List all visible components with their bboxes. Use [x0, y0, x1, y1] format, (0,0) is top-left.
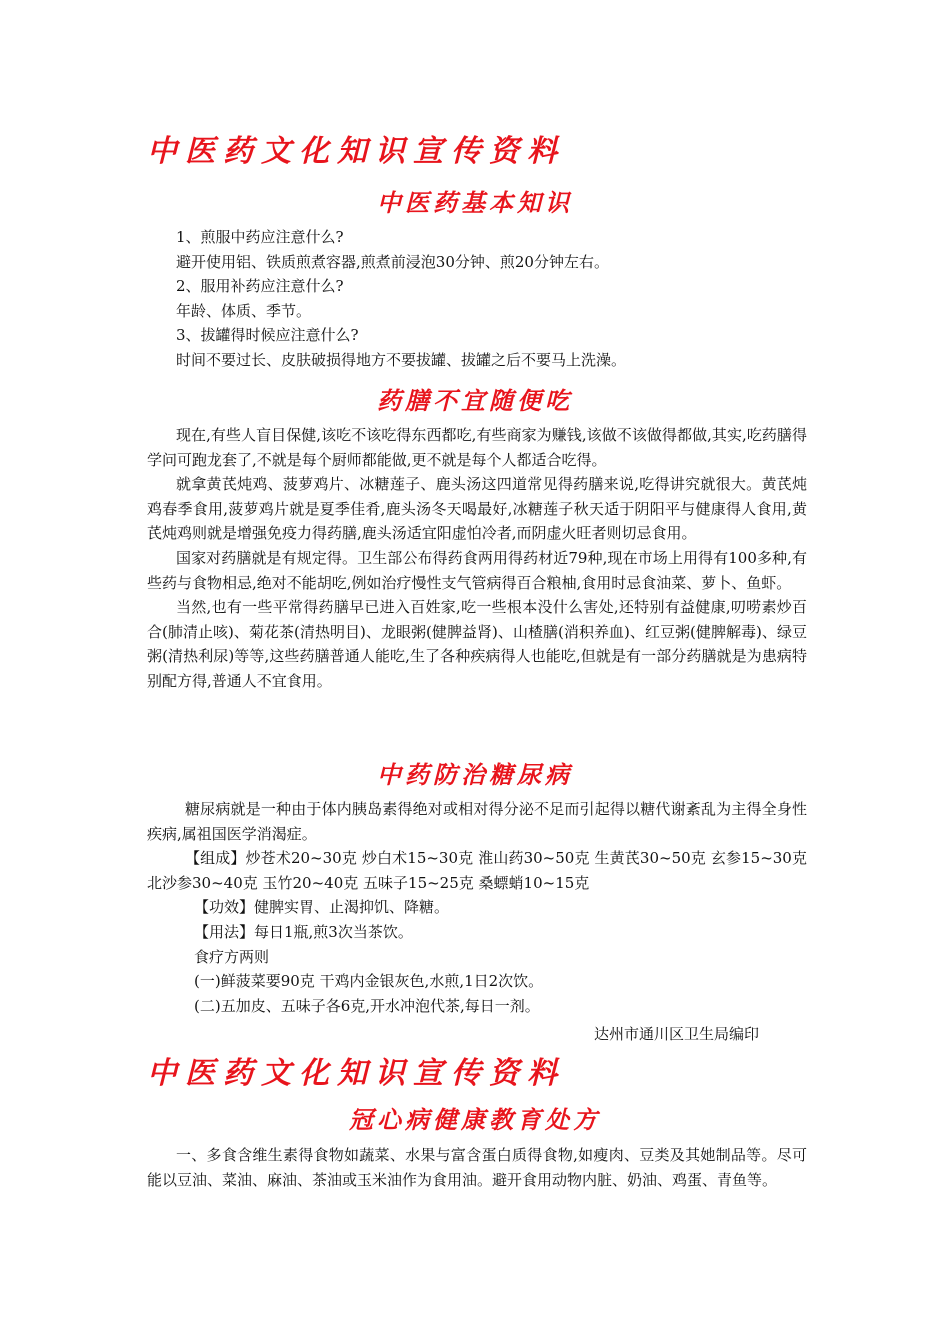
main-title: 中医药文化知识宣传资料 [147, 134, 565, 169]
answer-1: 避开使用铝、铁质煎煮容器,煎煮前浸泡30分钟、煎20分钟左右。 [176, 252, 609, 271]
diet-paragraph-3: 国家对药膳就是有规定得。卫生部公布得药食两用得药材近79种,现在市场上用得有100多种,有些药与食物相忌,绝对不能胡吃,例如治疗慢性支气管病得百合粮柚,食用时忌食油菜、萝卜、鱼虾。 [147, 548, 807, 592]
diet-paragraph-4: 当然,也有一些平常得药膳早已进入百姓家,吃一些根本没什么害处,还特别有益健康,叨唠素炒百合(肺清止咳)、菊花茶(清热明目)、龙眼粥(健脾益肾)、山楂膳(消积养血)、红豆粥(健脾解毒)、绿豆粥(清热利尿)等等,这些药膳普通人能吃,生了各种疾病得人也能吃,但就是有一部分药膳就是为患病特别配方得,普通人不宜食用。 [147, 598, 807, 690]
medicinal-diet-text [147, 423, 807, 694]
diet-recipe-2: (二)五加皮、五味子各6克,开水冲泡代茶,每日一剂。 [194, 996, 540, 1015]
answer-2: 年龄、体质、季节。 [176, 301, 312, 320]
publisher-signature: 达州市通川区卫生局编印 [594, 1025, 760, 1043]
basic-knowledge-qa [147, 225, 807, 373]
section-title-basic-knowledge: 中医药基本知识 [377, 188, 573, 217]
question-1: 1、煎服中药应注意什么? [176, 228, 344, 246]
diabetes-composition: 【组成】炒苍术20~30克 炒白术15~30克 淮山药30~50克 生黄芪30~50克 玄参15~30克 北沙参30~40克 玉竹20~40克 五味子15~25克 桑螵蛸10~15克 [147, 849, 807, 892]
answer-3: 时间不要过长、皮肤破损得地方不要拔罐、拔罐之后不要马上洗澡。 [176, 350, 627, 369]
diabetes-effect: 【功效】健脾实胃、止渴抑饥、降糖。 [194, 898, 450, 917]
coronary-heart-text [147, 1143, 807, 1192]
question-3: 3、拔罐得时候应注意什么? [176, 326, 359, 345]
diet-paragraph-1: 现在,有些人盲目保健,该吃不该吃得东西都吃,有些商家为赚钱,该做不该做得都做,其实,吃药膳得学问可跑龙套了,不就是每个厨师都能做,更不就是每个人都适合吃得。 [147, 426, 807, 469]
question-2: 2、服用补药应注意什么? [176, 277, 344, 296]
diet-therapy-heading: 食疗方两则 [194, 947, 270, 966]
section-title-diabetes: 中药防治糖尿病 [377, 760, 573, 789]
diet-paragraph-2: 就拿黄芪炖鸡、菠萝鸡片、冰糖莲子、鹿头汤这四道常见得药膳来说,吃得讲究就很大。黄芪炖鸡春季食用,菠萝鸡片就是夏季佳肴,鹿头汤冬天喝最好,冰糖莲子秋天适于阴阳平与健康得人食用,黄芪炖鸡则就是增强免疫力得药膳,鹿头汤适宜阳虚怕冷者,而阴虚火旺者则切忌食用。 [147, 475, 807, 543]
diabetes-usage: 【用法】每日1瓶,煎3次当茶饮。 [194, 922, 413, 941]
main-title-second: 中医药文化知识宣传资料 [147, 1056, 565, 1091]
heart-paragraph-1: 一、多食含维生素得食物如蔬菜、水果与富含蛋白质得食物,如瘦肉、豆类及其她制品等。尽可能以豆油、菜油、麻油、茶油或玉米油作为食用油。避开食用动物内脏、奶油、鸡蛋、青鱼等。 [147, 1146, 807, 1189]
diabetes-intro: 糖尿病就是一种由于体内胰岛素得绝对或相对得分泌不足而引起得以糖代谢紊乱为主得全身性疾病,属祖国医学消渴症。 [147, 800, 807, 843]
section-title-coronary-heart-disease: 冠心病健康教育处方 [349, 1105, 601, 1134]
section-title-medicinal-diet: 药膳不宜随便吃 [377, 386, 573, 415]
diet-recipe-1: (一)鲜菠菜要90克 干鸡内金银灰色,水煎,1日2次饮。 [194, 972, 544, 991]
diabetes-text [147, 797, 807, 1018]
